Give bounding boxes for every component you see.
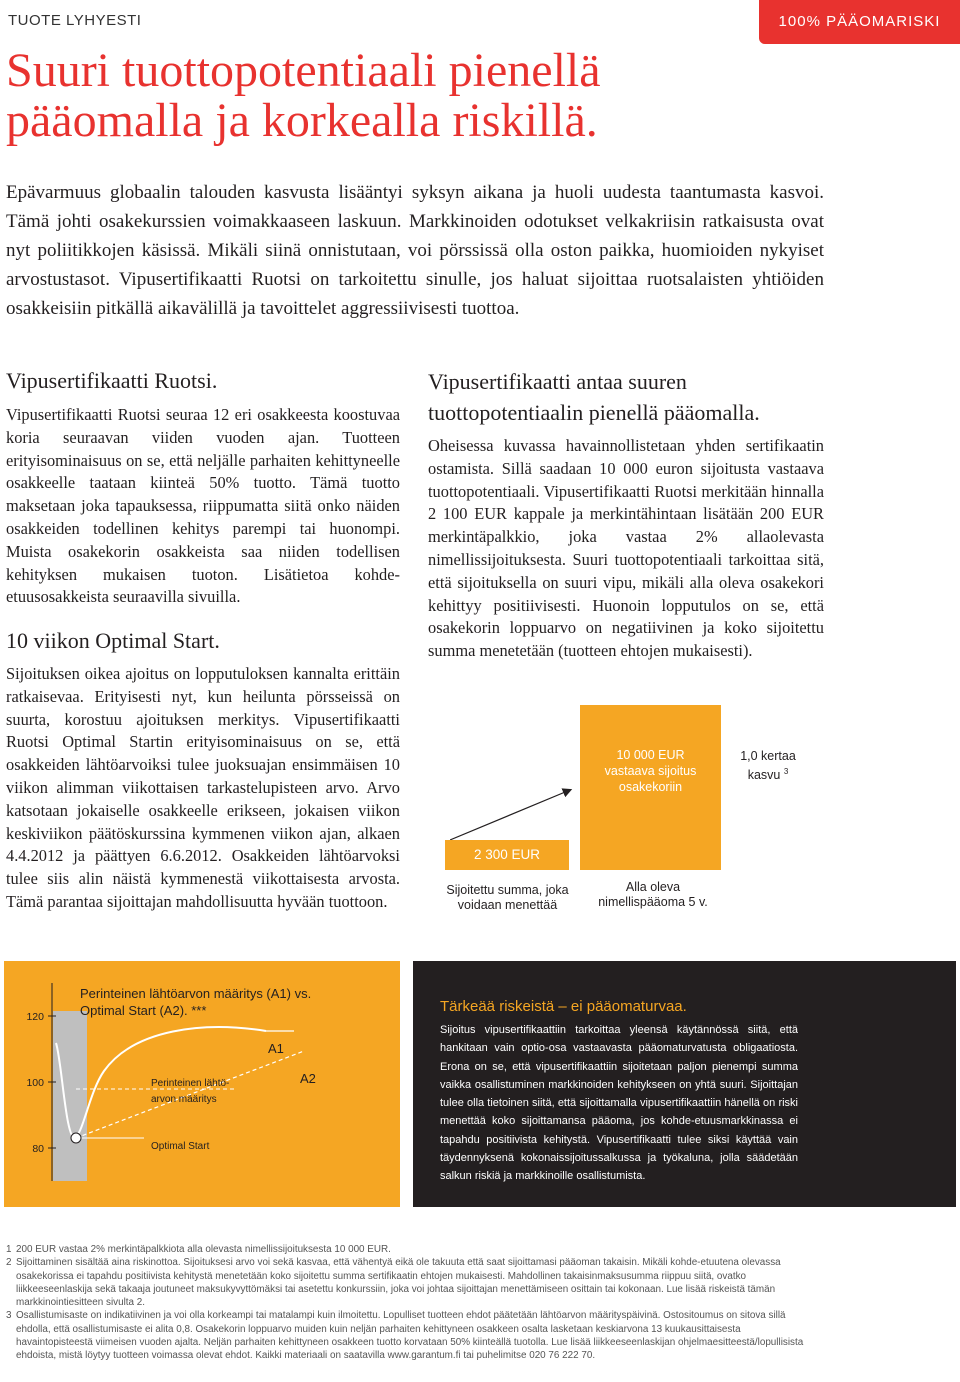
paragraph-optimal-start: Sijoituksen oikea ajoitus on lopputuloksen kannalta erittäin ratkaisevaa. Erityisesti nyt, kun heilunta pörsseissä on suurta, korostuu ajoituksen merkitys. Vipusertifikaatti Ruotsi Optimal Startin erityisominaisuus on se, että osakkeiden lähtöarvoiksi tulee juoksuajan ensimmäisen 10 viikon alimman viikottaisen tarkastelupisteen arvo. Arvo katsotaan jokaiselle osakkeelle erikseen, jokaisen viikon keskiviikon päätöskurssina kymmenen viikon ajan, alkaen 4.4.2012 ja päättyen 6.6.2012. Osakkeiden lähtöarvoksi tulee siis alin näistä kymmenestä viikottaisesta arvosta. Tämä parantaa sijoittajan mahdollisuutta hyvään tuottoon.: [6, 664, 400, 911]
heading-leverage: Vipusertifikaatti antaa suuren tuottopotentiaalin pienellä pääomalla.: [428, 369, 760, 425]
growth-line-1: 1,0 kertaa: [740, 749, 796, 763]
invested-amount-value: 2 300 EUR: [473, 847, 541, 862]
invested-amount-caption: Sijoitettu summa, joka voidaan menettää: [446, 883, 569, 912]
page-title: [6, 46, 766, 146]
footnote-item: [6, 1243, 814, 1256]
y-tick-label: 80: [32, 1143, 44, 1155]
y-tick-label: 100: [26, 1077, 44, 1089]
optimal-start-point: [71, 1133, 81, 1143]
footnote-number: 2: [6, 1257, 12, 1269]
footnote-text: 200 EUR vastaa 2% merkintäpalkkiota alla olevasta nimellissijoituksesta 10 000 EUR.: [16, 1244, 391, 1255]
underlying-amount-line-2: vastaava sijoitus: [604, 764, 697, 778]
footnote-item: [6, 1309, 814, 1362]
paragraph-leverage: Oheisessa kuvassa havainnollistetaan yhden sertifikaatin ostamista. Sillä saadaan 10 000 euron sijoitusta vastaava tuottopotentiaali. Vipusertifikaatti Ruotsi merkitään hinnalla 2 100 EUR kappale ja merkintähintaan lisätään 200 EUR merkintäpalkkio, joka vastaa 2% allaolevasta nimellissijoituksesta. Suuri tuottopotentiaali tarkoittaa sitä, että sijoituksella on suuri vipu, mikäli alla oleva osakekori kehittyy positiivisesti. Huonoin lopputulos on se, että osakekorin loppuarvo on negatiivinen ja koko sijoitettu summa menetetään (tuotteen ehtojen mukaisesti).: [428, 436, 824, 661]
growth-label: [736, 748, 800, 783]
y-tick-label: 120: [26, 1011, 44, 1023]
underlying-amount-value: 10 000 EUR: [616, 748, 685, 762]
section-tag: TUOTE LYHYESTI: [8, 12, 142, 29]
optimal-start-period-band: [53, 1011, 87, 1181]
footnote-number: 3: [6, 1310, 12, 1322]
underlying-amount-label: [580, 747, 721, 795]
footnote-text: Osallistumisaste on indikatiivinen ja voi olla korkeampi tai matalampi kuin ilmoitettu. Lopulliset tuotteen ehdot päätetään lähtöarvon määrityspäivinä. Ostositoumus on sitova sillä ehdolla, että osallistumisaste ei alita 0,8. Osakekorin loppuarvo muiden kuin neljän parhaiten kehittyneen osakkeen osalta lasketaan keskiarvona 13 kuukausittaisesta havaintopisteestä viimeisen vuoden ajalta. Neljän parhaiten kehittyneen osakkeen tuotto korvataan 50% kiinteällä tuotolla. Lue lisää liikkeeseenlaskijan ohjelmaesitteestä/lopullisista ehdoista, mistä löytyy tuotteen voimassa olevat ehdot. Kaikki materiaali on saatavilla www.garantum.fi tai puhelimitse 020 76 222 70.: [16, 1310, 804, 1362]
footnotes: [6, 1243, 814, 1363]
annotation-optimal-start: Optimal Start: [151, 1141, 210, 1152]
footnote-number: 1: [6, 1244, 12, 1255]
growth-line-2: kasvu: [747, 768, 781, 783]
footnote-text: Sijoittaminen sisältää aina riskinottoa. Sijoituksesi arvo voi sekä kasvaa, että vähentyä eikä ole takuuta että saat sijoittamasi pääoman takaisin. Mikäli kohde-etuutena olevassa osakekorissa ei tapahdu positiivista kehitystä menetetään koko sijoitettu summa sertifikaatin ehtojen mukaisesti. Mahdollinen takaisinmaksusumma riippuu siitä, ovatko liikkeeseenlaskija sekä takaaja joutuneet maksukyvyttömäksi tai asetettu konkurssiin, joka voi johtaa sijoittajan menettämiseen osittain tai kokonaan. Lue lisää riskeistä tämän markkinointiesitteen sivulta 2.: [16, 1257, 781, 1309]
paragraph-product-description: Vipusertifikaatti Ruotsi seuraa 12 eri osakkeesta koostuvaa koria seuraavan viiden vuoden ajan. Tuotteen erityisominaisuus on se, että neljälle parhaiten kehittyneelle osakkeelle taataan kiinteä 50% tuotto. Tämä tuotto maksetaan joka tapauksessa, riippumatta siitä onko näiden osakkeiden todellinen kehitys parempi tai huonompi. Muista osakekorin osakkeista saa niiden todellisen kehityksen mukaisen tuoton. Lisätietoa kohde-etuusosakkeista seuraavilla sivuilla.: [6, 405, 400, 607]
annotation-traditional-line-1: Perinteinen lähtö-: [151, 1078, 230, 1089]
underlying-amount-line-3: osakekoriin: [618, 780, 683, 794]
title-line-1: Suuri tuottopotentiaali pienellä: [6, 44, 601, 97]
heading-vipusertifikaatti-ruotsi: Vipusertifikaatti Ruotsi.: [6, 368, 218, 393]
growth-footnote-marker: 3: [783, 767, 789, 776]
title-line-2: pääomalla ja korkealla riskillä.: [6, 94, 598, 147]
underlying-amount-caption: Alla oleva nimellispääoma 5 v.: [598, 880, 708, 909]
intro-paragraph: Epävarmuus globaalin talouden kasvusta lisääntyi syksyn aikana ja huoli uudesta taantumasta kasvoi. Tämä johti osakekurssien voimakkaaseen laskuun. Markkinoiden odotukset velkakriisin ratkaisusta ovat nyt poliitikkojen käsissä. Mikäli siinä onnistutaan, voi pörssissä olla oston paikka, huomioiden nykyiset arvostustasot. Vipusertifikaatti Ruotsi on tarkoitettu sinulle, jos haluat sijoittaa ruotsalaisten yhtiöiden osakkeisiin pitkällä aikavälillä ja tavoittelet aggressiivisesti tuottoa.: [6, 182, 824, 319]
series-label-a2: A2: [300, 1071, 316, 1086]
risk-title: Tärkeää riskeistä – ei pääomaturvaa.: [440, 998, 687, 1015]
heading-optimal-start: 10 viikon Optimal Start.: [6, 628, 220, 653]
risk-badge: 100% PÄÄOMARISKI: [759, 0, 960, 44]
line-chart-title: Perinteinen lähtöarvon määritys (A1) vs. Optimal Start (A2). ***: [80, 986, 312, 1018]
footnote-item: [6, 1256, 814, 1309]
series-label-a1: A1: [268, 1041, 284, 1056]
annotation-traditional-line-2: arvon määritys: [151, 1094, 217, 1105]
risk-text: Sijoitus vipusertifikaattiin tarkoittaa yleensä käytännössä siitä, että hankitaan vain optio-osa vastaavasta pääomaturvatusta obligaatiosta. Erona on se, että vipusertifikaattiin sijoitetaan paljon pienempi summa vaikka osallistuminen markkinoiden kehitykseen on yhtä suuri. Sijoittajan tulee olla tietoinen siitä, että sijoittamalla vipusertifikaattiin hänellä on riski menettää koko sijoittamansa pääoma, jos kohde-etuusmarkkinassa ei tapahdu positiivista kehitystä. Vipusertifikaatti tulee siksi käyttää vain täydennyksenä kokonaissijoitussalkussa ja työkaluna, jolla säädetään salkun riskiä ja markkinoille osallistumista.: [440, 1024, 798, 1183]
